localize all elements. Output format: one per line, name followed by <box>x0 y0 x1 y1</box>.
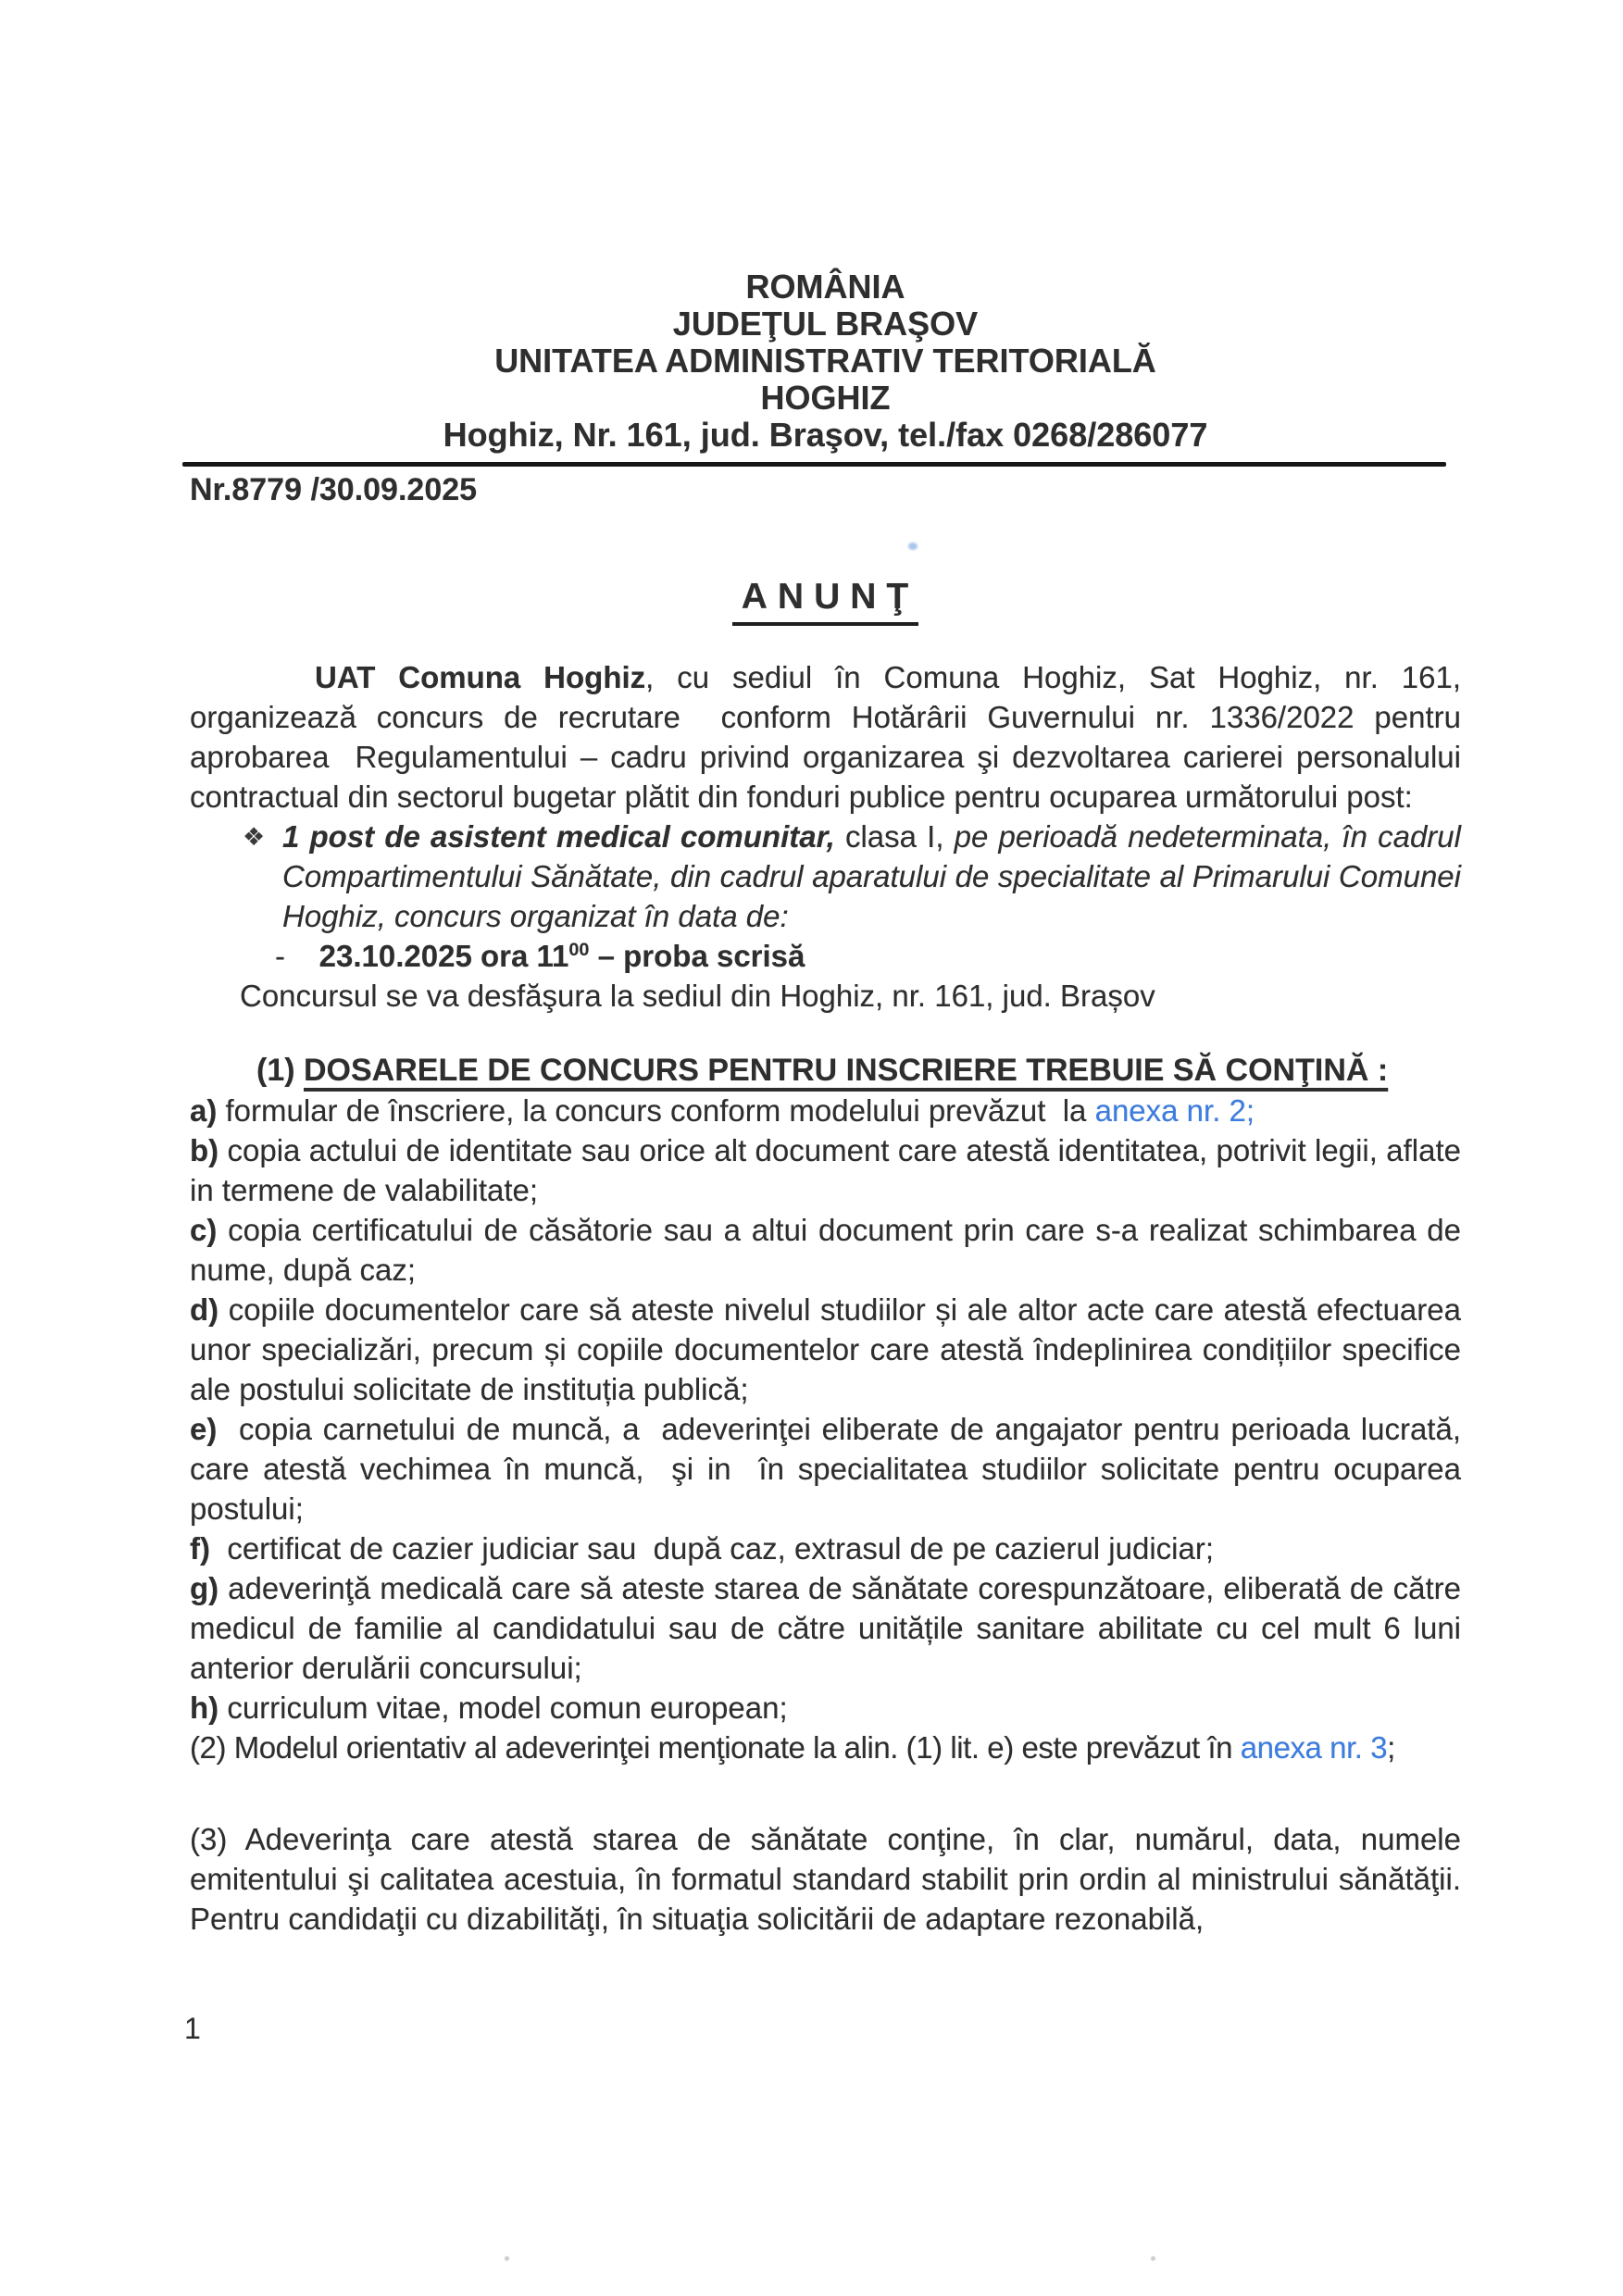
page-title: ANUNŢ <box>732 575 918 626</box>
text-run: ; <box>1387 1730 1395 1765</box>
text-run: - <box>275 939 319 973</box>
text-run: e) <box>190 1412 229 1446</box>
item-b <box>190 1130 1470 1210</box>
scan-artifact-speck <box>505 2256 509 2261</box>
title-row <box>190 575 1461 626</box>
text-run: , cu sediul în Comuna Hoghiz, Sat Hoghiz, nr. 161, organizează concurs de recrutare conform Hotărârii Guvernului nr. 1336/2022 pentru aprobarea Regulamentului – cadru privind organizarea şi dezvoltarea carierei personalului contractual din sectorul bugetar plătit din fonduri publice pentru ocuparea următorului post: <box>190 660 1470 814</box>
text-run: – proba scrisă <box>589 939 805 973</box>
header-rule <box>182 462 1446 467</box>
scan-artifact-dot <box>908 543 918 550</box>
para-alin-2 <box>190 1728 1461 1767</box>
text-run: b) <box>190 1133 228 1167</box>
text-run: 23.10.2025 ora 11 <box>318 939 569 973</box>
item-h <box>190 1688 1461 1728</box>
heading-dosare-concurs <box>256 1051 1461 1091</box>
para-exam-date <box>275 936 1461 976</box>
letterhead <box>190 268 1461 454</box>
text-run: (2) Modelul orientativ al adeverinţei menţionate la alin. (1) lit. e) este prevăzut în <box>190 1730 1241 1765</box>
text-run: h) <box>190 1691 228 1725</box>
text-run: (1) <box>256 1053 304 1088</box>
text-run: adeverinţă medicală care să ateste starea de sănătate corespunzătoare, eliberată de către medicul de familie al candidatului sau de către unitățile sanitare abilitate cu cel mult 6 luni anterior derulării concursului; <box>190 1571 1470 1685</box>
text-run: copiile documentelor care să ateste nivelul studiilor și ale altor acte care atestă efectuarea unor specializări, precum și copiile documentelor care atestă îndeplinirea condițiilor specifice ale postului solicitate de instituția publică; <box>190 1292 1470 1406</box>
item-a <box>190 1091 1461 1130</box>
text-run: g) <box>190 1571 229 1605</box>
para-exam-location <box>240 976 1461 1016</box>
text-run: UAT Comuna Hoghiz <box>315 660 646 694</box>
text-run: a) <box>190 1093 226 1128</box>
text-run: 1 post de asistent medical comunitar, <box>282 819 835 854</box>
text-run: f) <box>190 1531 219 1566</box>
page-number: 1 <box>184 2012 201 2045</box>
item-e <box>190 1409 1470 1529</box>
letterhead-line: Hoghiz, Nr. 161, jud. Braşov, tel./fax 0268/286077 <box>443 416 1208 454</box>
text-run: formular de înscriere, la concurs conform modelului prevăzut la <box>225 1093 1095 1128</box>
text-run: c) <box>190 1213 229 1247</box>
link-anexa-3[interactable]: anexa nr. 3 <box>1240 1730 1388 1765</box>
text-run: (3) Adeverinţa care atestă starea de sănătate conţine, în clar, numărul, data, numele emitentului şi calitatea acestuia, în formatul standard stabilit prin ordin al ministrului sănătăţii. Pentru candidaţii cu dizabilităţi, în situaţia solicitării de adaptare rezonabilă, <box>190 1822 1470 1936</box>
text-run: d) <box>190 1292 229 1327</box>
text-run: Concursul se va desfăşura la sediul din Hoghiz, nr. 161, jud. Brașov <box>240 979 1155 1013</box>
text-run: curriculum vitae, model comun european; <box>227 1691 788 1725</box>
text-run: 00 <box>568 940 590 960</box>
item-g <box>190 1568 1470 1688</box>
reg-number: Nr.8779 /30.09.2025 <box>190 472 478 507</box>
scan-artifact-speck <box>1151 2256 1155 2261</box>
para-post-bullet <box>190 817 1470 936</box>
letterhead-line: ROMÂNIA <box>745 268 905 306</box>
text-run: copia actului de identitate sau orice alt document care atestă identitatea, potrivit legii, aflate in termene de valabilitate; <box>190 1133 1470 1207</box>
link-anexa-2[interactable]: anexa nr. 2; <box>1094 1093 1255 1128</box>
para-intro <box>190 657 1470 817</box>
item-c <box>190 1210 1470 1290</box>
text-run: DOSARELE DE CONCURS PENTRU INSCRIERE TREBUIE SĂ CONŢINĂ : <box>304 1053 1389 1088</box>
item-f <box>190 1529 1461 1568</box>
letterhead-line: HOGHIZ <box>760 379 891 417</box>
item-d <box>190 1290 1470 1409</box>
text-run: clasa I, <box>834 819 955 854</box>
text-run: copia carnetului de muncă, a adeverinţei eliberate de angajator pentru perioada lucrată, care atestă vechimea în muncă, şi in în specialitatea studiilor solicitate pentru ocuparea postului; <box>190 1412 1470 1526</box>
document-body <box>190 657 1470 1939</box>
para-alin-3 <box>190 1819 1470 1939</box>
text-run: certificat de cazier judiciar sau după caz, extrasul de pe cazierul judiciar; <box>218 1531 1215 1566</box>
text-run: copia certificatului de căsătorie sau a altui document prin care s-a realizat schimbarea de nume, după caz; <box>190 1213 1470 1287</box>
text-run: pe perioadă nedeterminata, în cadrul Compartimentului Sănătate, din cadrul aparatului de specialitate al Primarului Comunei Hoghiz, concurs organizat în data de: <box>282 819 1470 933</box>
letterhead-line: JUDEŢUL BRAŞOV <box>672 305 979 343</box>
letterhead-line: UNITATEA ADMINISTRATIV TERITORIALĂ <box>494 342 1156 380</box>
diamond-bullet-icon: ❖ <box>243 823 266 851</box>
